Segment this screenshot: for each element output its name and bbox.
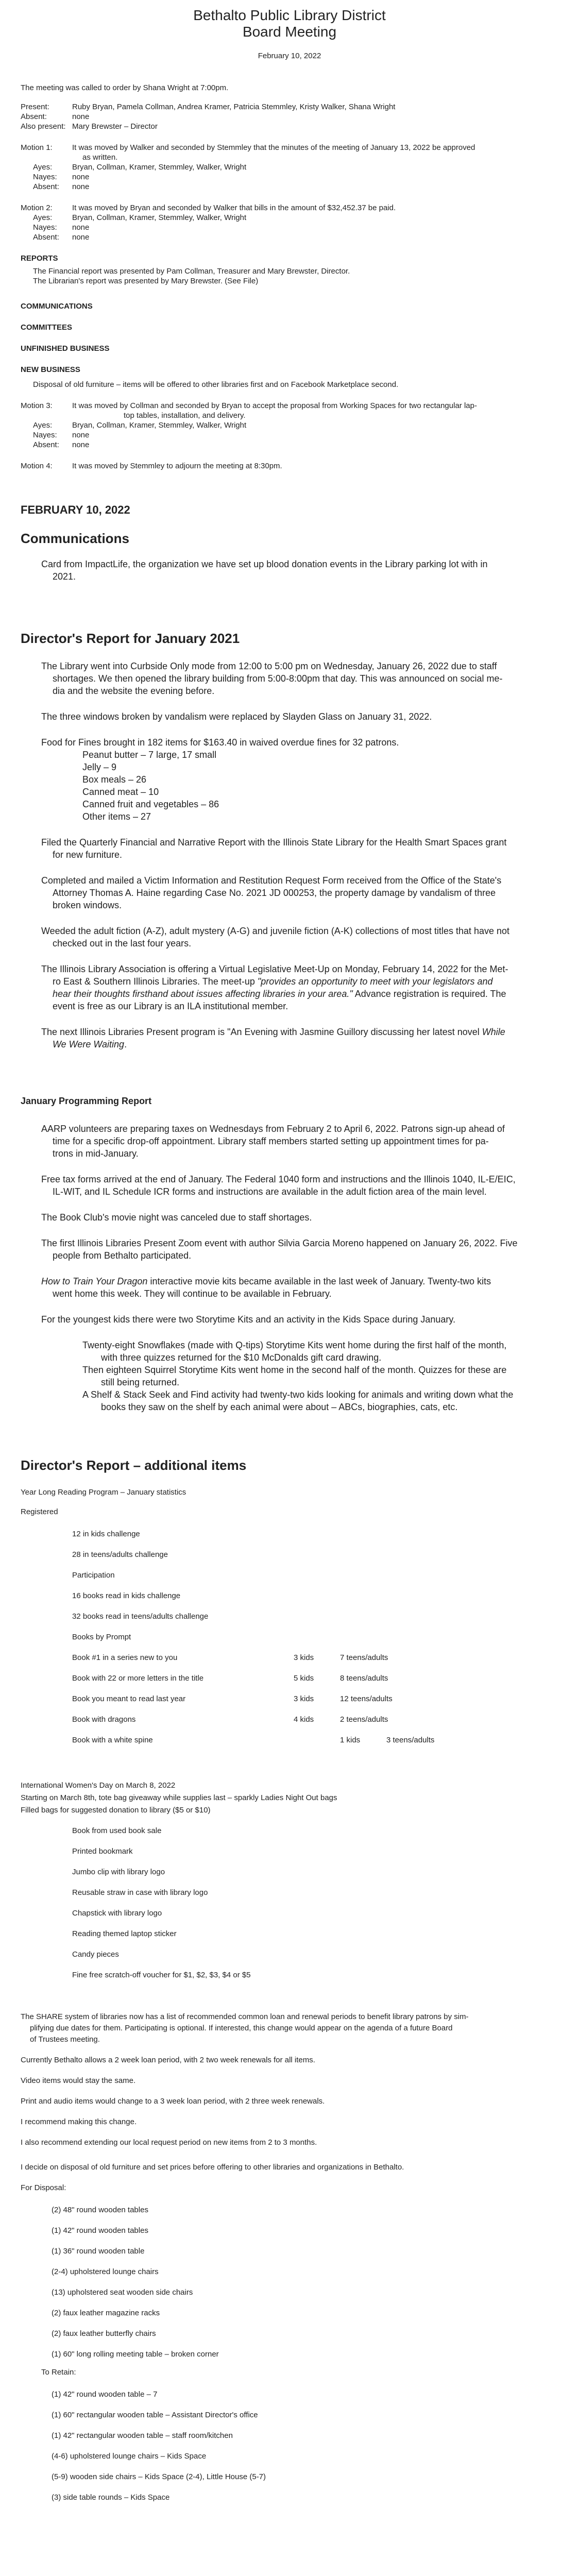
motion-1-cont: as written.: [82, 153, 118, 162]
disposal-list: [21, 2200, 558, 2365]
communications-header: COMMUNICATIONS: [21, 302, 93, 311]
motion-2-ayes: Bryan, Collman, Kramer, Stemmley, Walker, Wright: [72, 213, 247, 222]
programming-p6: For the youngest kids there were two Storytime Kits and an activity in the Kids Space during January.: [41, 1314, 456, 1325]
present-value: Ruby Bryan, Pamela Collman, Andrea Kramer, Patricia Stemmley, Kristy Walker, Shana Wright: [72, 103, 396, 111]
new-business-header: NEW BUSINESS: [21, 365, 80, 374]
motion-3-nayes-label: Nayes:: [33, 431, 57, 439]
meeting-date: February 10, 2022: [258, 52, 321, 60]
food-item: Other items – 27: [82, 811, 151, 822]
minutes-body: [21, 83, 558, 471]
motion-1-nayes-label: Nayes:: [33, 173, 57, 181]
programming-p1-line2: time for a specific drop-off appointment. Library staff members started setting up appointment times for pa-: [53, 1136, 489, 1146]
motion-2-ayes-label: Ayes:: [33, 213, 53, 222]
motion-3-nayes: none: [72, 431, 90, 439]
for-disposal-label: For Disposal:: [21, 2183, 66, 2192]
programming-p3: The Book Club's movie night was canceled due to staff shortages.: [41, 1212, 312, 1223]
share-system: [21, 2011, 558, 2173]
list-item: Reading themed laptop sticker: [72, 1929, 177, 1938]
motion-3-ayes: Bryan, Collman, Kramer, Stemmley, Walker, Wright: [72, 421, 247, 430]
programming-p1: [21, 1123, 558, 1160]
director-p8-title-cont: We Were Waiting: [53, 1039, 125, 1049]
list-item: Jumbo clip with library logo: [72, 1868, 165, 1876]
motion-4-label: Motion 4:: [21, 462, 53, 470]
programming-p1-line3: trons in mid-January.: [53, 1148, 139, 1159]
additional-heading: Director's Report – additional items: [21, 1458, 247, 1473]
director-p7-line4: event is free as our Library is an ILA institutional member.: [53, 1001, 288, 1011]
storytime-sub1-line1: Twenty-eight Snowflakes (made with Q-tips) Storytime Kits went home during the first half of the month,: [82, 1340, 507, 1350]
loan-line4: I recommend making this change.: [21, 2117, 137, 2126]
table-row: [72, 1648, 558, 1668]
storytime-sub-list: [21, 1339, 558, 1413]
list-item: (2-4) upholstered lounge chairs: [52, 2267, 159, 2276]
to-retain-label: To Retain:: [41, 2368, 76, 2377]
loan-line3: Print and audio items would change to a 3 week loan period, with 2 three week renewals.: [21, 2097, 325, 2106]
prompt-table: [21, 1648, 558, 1751]
programming-p5-line1: interactive movie kits became available in the last week of January. Twenty-two kits: [147, 1276, 491, 1286]
programming-p2: [21, 1173, 558, 1198]
motion-1-absent-label: Absent:: [33, 182, 59, 191]
list-item: (1) 42" round wooden tables: [52, 2226, 148, 2235]
dispose-line: I decide on disposal of old furniture and set prices before offering to other libraries and organizations in Bethalto.: [21, 2163, 404, 2172]
prompt-adults: 8 teens/adults: [340, 1674, 388, 1683]
motion-1-text: It was moved by Walker and seconded by Stemmley that the minutes of the meeting of January 13, 2022 be approved: [72, 143, 475, 152]
loan-line1: Currently Bethalto allows a 2 week loan period, with 2 two week renewals for all items.: [21, 2056, 315, 2064]
reports-header: REPORTS: [21, 254, 58, 263]
communication-text: Card from ImpactLife, the organization we have set up blood donation events in the Library parking lot with in: [41, 559, 488, 569]
food-item: Canned fruit and vegetables – 86: [82, 799, 219, 809]
list-item: Book from used book sale: [72, 1826, 162, 1835]
also-present-value: Mary Brewster – Director: [72, 122, 158, 131]
director-p5-line2: Attorney Thomas A. Haine regarding Case No. 2021 JD 000253, the property damage by vandalism of three: [53, 888, 496, 898]
list-item: (4-6) upholstered lounge chairs – Kids Space: [52, 2452, 207, 2461]
motion-3-text: It was moved by Collman and seconded by Bryan to accept the proposal from Working Spaces for two rectangular lap-: [72, 401, 477, 410]
stats-list: [21, 1524, 558, 1648]
prompt-kids: 5 kids: [294, 1674, 314, 1683]
motion-2-nayes: none: [72, 223, 90, 232]
programming-p5-line2: went home this week. They will continue to be available in February.: [53, 1289, 332, 1299]
director-p6-line2: checked out in the last four years.: [53, 938, 192, 948]
director-p1-line3: dia and the website the evening before.: [53, 686, 215, 696]
food-items-list: [21, 749, 558, 823]
reading-program: [21, 1487, 558, 1751]
list-item: (2) faux leather magazine racks: [52, 2309, 160, 2317]
director-p7-quote-cont: hear their thoughts firsthand about issues affecting libraries in your area.": [53, 989, 353, 999]
report-librarian: The Librarian's report was presented by Mary Brewster. (See File): [33, 277, 259, 285]
programming-report: [21, 1095, 558, 1413]
list-item: Reusable straw in case with library logo: [72, 1888, 208, 1897]
director-p7: [21, 963, 558, 1012]
motion-2-label: Motion 2:: [21, 204, 53, 212]
prompt-kids: 3 kids: [294, 1694, 314, 1703]
committees-header: COMMITTEES: [21, 323, 72, 332]
director-p7-line1: The Illinois Library Association is offering a Virtual Legislative Meet-Up on Monday, February 14, 2022 for the Met-: [41, 964, 508, 974]
storytime-sub1-line2: with three quizzes returned for the $10 McDonalds gift card drawing.: [101, 1352, 382, 1363]
stat-item: 12 in kids challenge: [72, 1530, 140, 1538]
also-present-label: Also present:: [21, 122, 66, 131]
furniture-lists: [21, 2182, 558, 2508]
director-p3: Food for Fines brought in 182 items for $163.40 in waived overdue fines for 32 patrons.: [41, 737, 399, 748]
prompt-kids: 1 kids: [340, 1736, 361, 1744]
motion-1-label: Motion 1:: [21, 143, 53, 152]
director-p7-line2: ro East & Southern Illinois Libraries. The meet-up: [53, 976, 258, 987]
programming-p2-line2: IL-WIT, and IL Schedule ICR forms and instructions are available in the adult fiction area of the main level.: [53, 1187, 487, 1197]
storytime-sub2-line1: Then eighteen Squirrel Storytime Kits went home in the second half of the month. Quizzes for these are: [82, 1365, 507, 1375]
communications-section: [21, 504, 558, 583]
director-p4-line2: for new furniture.: [53, 850, 123, 860]
new-business-text: Disposal of old furniture – items will be offered to other libraries first and on Facebook Marketplace second.: [33, 380, 399, 389]
table-row: [72, 1689, 558, 1709]
storytime-sub3-line2: books they saw on the shelf by each animal were about – ABCs, biographies, cats, etc.: [101, 1402, 458, 1412]
list-item: (1) 60" long rolling meeting table – broken corner: [52, 2350, 219, 2359]
table-row: [72, 1730, 558, 1751]
stat-item: Participation: [72, 1571, 115, 1580]
director-p5-line1: Completed and mailed a Victim Information and Restitution Request Form received from the Office of the State's: [41, 875, 502, 886]
table-row: [72, 1668, 558, 1689]
filled-bags-title: Filled bags for suggested donation to library ($5 or $10): [21, 1806, 211, 1815]
share-line3: of Trustees meeting.: [30, 2035, 100, 2044]
communication-text-cont: 2021.: [53, 571, 76, 582]
registered-label: Registered: [21, 1507, 58, 1516]
list-item: (1) 42" rectangular wooden table – staff room/kitchen: [52, 2431, 233, 2440]
minutes-header: [21, 0, 558, 60]
prompt-name: Book with 22 or more letters in the title: [72, 1674, 204, 1683]
director-p1-line1: The Library went into Curbside Only mode from 12:00 to 5:00 pm on Wednesday, January 26, 2022 due to staff: [41, 661, 497, 671]
director-p6: [21, 925, 558, 950]
stat-item: 28 in teens/adults challenge: [72, 1550, 168, 1559]
prompt-adults: 3 teens/adults: [386, 1736, 435, 1744]
womens-day-title: International Women's Day on March 8, 2022: [21, 1781, 176, 1790]
list-item: Chapstick with library logo: [72, 1909, 162, 1918]
list-item: Printed bookmark: [72, 1847, 133, 1856]
motion-3-absent: none: [72, 440, 90, 449]
attendance: [21, 102, 558, 131]
absent-value: none: [72, 112, 90, 121]
share-line2: plifying due dates for them. Participating is optional. If interested, this change would appear on the agenda of a future Board: [30, 2024, 453, 2032]
motion-4-text: It was moved by Stemmley to adjourn the meeting at 8:30pm.: [72, 462, 282, 470]
motion-2-absent-label: Absent:: [33, 233, 59, 242]
list-item: (13) upholstered seat wooden side chairs: [52, 2288, 193, 2297]
director-p5: [21, 874, 558, 911]
list-item: (1) 42" round wooden table – 7: [52, 2390, 158, 2399]
womens-day: [21, 1780, 558, 1986]
motion-1-nayes: none: [72, 173, 90, 181]
stat-item: 16 books read in kids challenge: [72, 1591, 181, 1600]
prompt-adults: 2 teens/adults: [340, 1715, 388, 1724]
retain-list: [21, 2384, 558, 2508]
bag-items-list: [21, 1821, 558, 1986]
food-item: Peanut butter – 7 large, 17 small: [82, 750, 217, 760]
director-p1: [21, 660, 558, 697]
stat-item: Books by Prompt: [72, 1633, 131, 1641]
prompt-adults: 12 teens/adults: [340, 1694, 393, 1703]
prompt-name: Book with dragons: [72, 1715, 136, 1724]
list-item: (5-9) wooden side chairs – Kids Space (2-4), Little House (5-7): [52, 2472, 266, 2481]
document-title: Bethalto Public Library District: [193, 7, 386, 23]
document-subtitle: Board Meeting: [242, 24, 337, 40]
director-p7-quote: "provides an opportunity to meet with your legislators and: [257, 976, 493, 987]
motion-3: [21, 401, 558, 450]
stat-item: 32 books read in teens/adults challenge: [72, 1612, 209, 1621]
report-financial: The Financial report was presented by Pam Collman, Treasurer and Mary Brewster, Director.: [33, 267, 350, 276]
director-p2: The three windows broken by vandalism were replaced by Slayden Glass on January 31, 2022.: [41, 711, 432, 722]
prompt-adults: 7 teens/adults: [340, 1653, 388, 1662]
share-line1: The SHARE system of libraries now has a list of recommended common loan and renewal periods to benefit library patrons by sim-: [21, 2012, 469, 2021]
motion-1-absent: none: [72, 182, 90, 191]
table-row: [72, 1709, 558, 1730]
programming-p2-line1: Free tax forms arrived at the end of January. The Federal 1040 form and instructions and the Illinois 1040, IL-E/EIC,: [41, 1174, 516, 1184]
prompt-kids: 3 kids: [294, 1653, 314, 1662]
list-item: (2) faux leather butterfly chairs: [52, 2329, 156, 2338]
food-item: Canned meat – 10: [82, 787, 159, 797]
directors-report-heading: Director's Report for January 2021: [21, 631, 240, 646]
programming-p4-line1: The first Illinois Libraries Present Zoom event with author Silvia Garcia Moreno happened on January 26, 2022. Five: [41, 1238, 518, 1248]
programming-p5-title: How to Train Your Dragon: [41, 1276, 148, 1286]
director-p1-line2: shortages. We then opened the library building from 5:00-8:00pm that day. This was announced on social me-: [53, 673, 503, 684]
unfinished-business-header: UNFINISHED BUSINESS: [21, 344, 110, 353]
director-p8-end: .: [124, 1039, 127, 1049]
programming-p4: [21, 1237, 558, 1262]
motion-3-label: Motion 3:: [21, 401, 53, 410]
present-label: Present:: [21, 103, 49, 111]
director-p8: [21, 1026, 558, 1050]
motion-3-cont: top tables, installation, and delivery.: [124, 411, 246, 420]
motion-3-ayes-label: Ayes:: [33, 421, 53, 430]
motion-1: [21, 143, 558, 192]
director-p8-title: While: [482, 1027, 505, 1037]
loan-line2: Video items would stay the same.: [21, 2076, 136, 2085]
prompt-kids: 4 kids: [294, 1715, 314, 1724]
director-p6-line1: Weeded the adult fiction (A-Z), adult mystery (A-G) and juvenile fiction (A-K) collections of most titles that have not: [41, 926, 510, 936]
programming-p5: [21, 1275, 558, 1300]
list-item: (1) 36" round wooden table: [52, 2247, 145, 2256]
programming-p1-line1: AARP volunteers are preparing taxes on Wednesdays from February 2 to April 6, 2022. Patrons sign-up ahead of: [41, 1124, 505, 1134]
list-item: (3) side table rounds – Kids Space: [52, 2493, 170, 2502]
programming-heading: January Programming Report: [21, 1096, 152, 1106]
motion-2-nayes-label: Nayes:: [33, 223, 57, 232]
motion-3-absent-label: Absent:: [33, 440, 59, 449]
motion-1-ayes: Bryan, Collman, Kramer, Stemmley, Walker, Wright: [72, 163, 247, 172]
list-item: (2) 48" round wooden tables: [52, 2206, 148, 2214]
motion-1-ayes-label: Ayes:: [33, 163, 53, 172]
list-item: Fine free scratch-off voucher for $1, $2, $3, $4 or $5: [72, 1971, 251, 1979]
programming-p4-line2: people from Bethalto participated.: [53, 1250, 192, 1261]
womens-day-giveaway: Starting on March 8th, tote bag giveaway while supplies last – sparkly Ladies Night Out bags: [21, 1793, 337, 1802]
director-p8-line1: The next Illinois Libraries Present program is "An Evening with Jasmine Guillory discussing her latest novel: [41, 1027, 482, 1037]
call-to-order: The meeting was called to order by Shana Wright at 7:00pm.: [21, 83, 229, 92]
motion-2: [21, 203, 558, 242]
storytime-sub2-line2: still being returned.: [101, 1377, 180, 1387]
absent-label: Absent:: [21, 112, 47, 121]
director-p7-line3: Advance registration is required. The: [352, 989, 506, 999]
section-date-heading: FEBRUARY 10, 2022: [21, 503, 130, 516]
food-item: Jelly – 9: [82, 762, 117, 772]
director-p5-line3: broken windows.: [53, 900, 122, 910]
prompt-name: Book with a white spine: [72, 1736, 153, 1744]
additional-items: [21, 1458, 558, 2508]
director-p4: [21, 836, 558, 861]
year-long-title: Year Long Reading Program – January statistics: [21, 1488, 186, 1497]
loan-line5: I also recommend extending our local request period on new items from 2 to 3 months.: [21, 2138, 317, 2147]
list-item: (1) 60" rectangular wooden table – Assistant Director's office: [52, 2411, 258, 2419]
prompt-name: Book #1 in a series new to you: [72, 1653, 178, 1662]
motion-2-text: It was moved by Bryan and seconded by Walker that bills in the amount of $32,452.37 be paid.: [72, 204, 396, 212]
motion-2-absent: none: [72, 233, 90, 242]
food-item: Box meals – 26: [82, 774, 147, 785]
prompt-name: Book you meant to read last year: [72, 1694, 186, 1703]
list-item: Candy pieces: [72, 1950, 119, 1959]
storytime-sub3-line1: A Shelf & Stack Seek and Find activity had twenty-two kids looking for animals and writing down what the: [82, 1389, 514, 1400]
communications-heading: Communications: [21, 531, 129, 546]
directors-report: [21, 632, 558, 1050]
director-p4-line1: Filed the Quarterly Financial and Narrative Report with the Illinois State Library for the Health Smart Spaces grant: [41, 837, 507, 848]
